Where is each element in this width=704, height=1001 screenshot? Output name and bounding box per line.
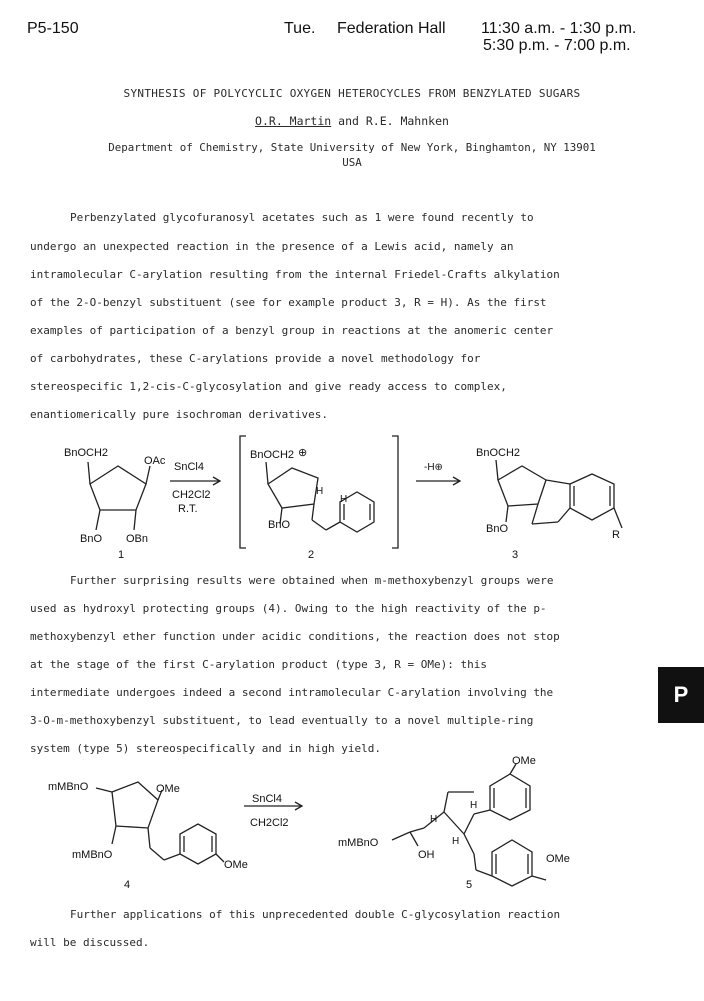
- para3-line: Further applications of this unprecedented double C-glycosylation reaction: [70, 908, 561, 921]
- para2-line: 3-O-m-methoxybenzyl substituent, to lead eventually to a novel multiple-ring: [30, 714, 534, 727]
- c4-mmbno-top: mMBnO: [48, 781, 89, 793]
- session-day: Tue.: [284, 20, 316, 37]
- session-time-1: 11:30 a.m. - 1:30 p.m.: [481, 20, 637, 37]
- author-1: O.R. Martin: [255, 114, 332, 128]
- session-venue: Federation Hall: [337, 20, 446, 37]
- para1-line: examples of participation of a benzyl group in reactions at the anomeric center: [30, 324, 554, 337]
- c2-h1: H: [316, 486, 324, 497]
- compound-1-label: 1: [118, 549, 125, 561]
- c1-bnoch2: BnOCH2: [64, 447, 109, 459]
- c2-bno: BnO: [268, 519, 291, 531]
- c3-bnoch2: BnOCH2: [476, 447, 521, 459]
- para1-line: of the 2-O-benzyl substituent (see for example product 3, R = H). As the first: [30, 296, 547, 309]
- para2-line: intermediate undergoes indeed a second intramolecular C-arylation involving the: [30, 686, 554, 699]
- compound-2-label: 2: [308, 549, 315, 561]
- para1-line: intramolecular C-arylation resulting from the internal Friedel-Crafts alkylation: [30, 268, 560, 281]
- para2-line: at the stage of the first C-arylation product (type 3, R = OMe): this: [30, 658, 487, 671]
- para1-line: undergo an unexpected reaction in the presence of a Lewis acid, namely an: [30, 240, 514, 253]
- c5-ome-right: OMe: [546, 853, 570, 865]
- author-2: R.E. Mahnken: [365, 114, 449, 128]
- affiliation: Department of Chemistry, State University of New York, Binghamton, NY 13901: [108, 141, 596, 154]
- para3-line: will be discussed.: [30, 936, 150, 949]
- para1-line: enantiomerically pure isochroman derivatives.: [30, 408, 329, 421]
- c5-h1: H: [430, 814, 438, 825]
- reagent-ch2cl2: CH2Cl2: [172, 489, 211, 501]
- c3-bno: BnO: [486, 523, 509, 535]
- para1-line: Perbenzylated glycofuranosyl acetates such as 1 were found recently to: [70, 211, 534, 224]
- reagent-rt: R.T.: [178, 503, 198, 515]
- c4-aryl-ome: OMe: [224, 859, 248, 871]
- compound-4-label: 4: [124, 879, 131, 891]
- minus-h-plus: -H⊕: [424, 462, 443, 473]
- reagent2-ch2cl2: CH2Cl2: [250, 817, 289, 829]
- author-separator: and: [331, 114, 366, 128]
- c2-h2: H: [340, 494, 348, 505]
- c1-oac: OAc: [144, 455, 166, 467]
- para1-line: stereospecific 1,2-cis-C-glycosylation and give ready access to complex,: [30, 380, 507, 393]
- paper-authors: [0, 114, 704, 128]
- para2-line: Further surprising results were obtained when m-methoxybenzyl groups were: [70, 574, 554, 587]
- c2-bnoch2: BnOCH2: [250, 449, 295, 461]
- c2-charge: ⊕: [298, 447, 308, 459]
- c1-obn-right: OBn: [126, 533, 149, 545]
- para2-line: methoxybenzyl ether function under acidic conditions, the reaction does not stop: [30, 630, 560, 643]
- c5-h2: H: [470, 800, 478, 811]
- c4-mmbno-bottom: mMBnO: [72, 849, 113, 861]
- affiliation-country: USA: [342, 156, 362, 169]
- reaction-scheme-2: [0, 752, 704, 900]
- session-time-2: 5:30 p.m. - 7:00 p.m.: [483, 37, 631, 54]
- c5-oh: OH: [418, 849, 435, 861]
- section-tab-p: P: [658, 667, 704, 723]
- c3-r: R: [612, 529, 620, 541]
- para2-line: system (type 5) stereospecifically and in high yield.: [30, 742, 381, 755]
- reaction-scheme-1: [0, 428, 704, 568]
- c5-mmbno: mMBnO: [338, 837, 379, 849]
- c5-h3: H: [452, 836, 460, 847]
- compound-3-label: 3: [512, 549, 519, 561]
- c1-bno-left: BnO: [80, 533, 103, 545]
- paper-title: SYNTHESIS OF POLYCYCLIC OXYGEN HETEROCYCLES FROM BENZYLATED SUGARS: [123, 87, 581, 100]
- c5-ome-top: OMe: [512, 755, 536, 767]
- c4-ome: OMe: [156, 783, 180, 795]
- reagent2-sncl4: SnCl4: [252, 793, 282, 805]
- para1-line: of carbohydrates, these C-arylations provide a novel methodology for: [30, 352, 481, 365]
- poster-code: P5-150: [27, 20, 79, 37]
- compound-5-label: 5: [466, 879, 473, 891]
- reagent-sncl4: SnCl4: [174, 461, 204, 473]
- para2-line: used as hydroxyl protecting groups (4). Owing to the high reactivity of the p-: [30, 602, 547, 615]
